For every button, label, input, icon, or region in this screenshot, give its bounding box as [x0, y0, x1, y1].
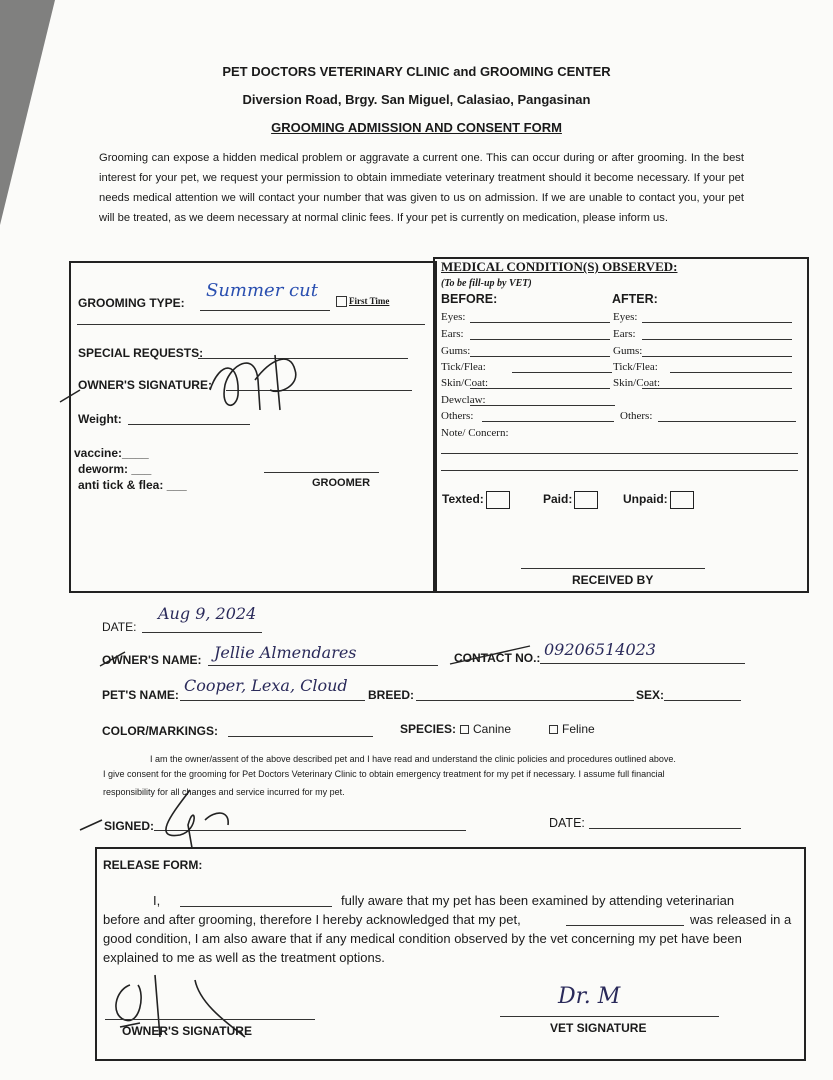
- after-row-line[interactable]: [642, 322, 792, 323]
- release-line-2b: was released in a: [690, 912, 792, 927]
- consent-date-label: DATE:: [549, 816, 585, 830]
- groomer-label: GROOMER: [312, 477, 371, 489]
- vaccine-label: vaccine:____: [74, 446, 149, 460]
- clinic-name: PET DOCTORS VETERINARY CLINIC and GROOMING CENTER: [222, 64, 611, 79]
- before-row-label: Eyes:: [441, 311, 466, 323]
- note-line-1[interactable]: [441, 453, 798, 454]
- pet-name-line[interactable]: [180, 700, 365, 701]
- feline-option[interactable]: [549, 722, 595, 736]
- breed-label: BREED:: [368, 688, 415, 702]
- before-row-line[interactable]: [470, 388, 610, 389]
- groomer-line[interactable]: [264, 472, 379, 473]
- feline-label: Feline: [562, 722, 595, 736]
- consent-line-3: responsibility for all changes and service incurred for my pet.: [103, 787, 345, 797]
- before-row-line[interactable]: [470, 339, 610, 340]
- consent-line-2: I give consent for the grooming for Pet Doctors Veterinary Clinic to obtain emergency treatment for my pet if necessary. I assume full financial: [103, 769, 665, 779]
- after-row-label: Tick/Flea:: [613, 361, 658, 373]
- after-label: AFTER:: [612, 292, 658, 306]
- before-row-label: Skin/Coat:: [441, 377, 489, 389]
- received-by-line[interactable]: [521, 568, 705, 569]
- sex-label: SEX:: [636, 688, 665, 702]
- form-title: GROOMING ADMISSION AND CONSENT FORM: [271, 120, 562, 135]
- after-row-label: Eyes:: [613, 311, 638, 323]
- intro-paragraph: Grooming can expose a hidden medical problem or aggravate a current one. This can occur during or after grooming. In the best interest for your pet, we request your permission to obtain immediate veterinary treatment should it become necessary. If your pet needs medical attention we will contact your number that was given to us on admission. If we are unable to contact you, your pet will be treated, as we deem necessary at normal clinic fees. If your pet is currently on medication, please inform us.: [99, 152, 744, 224]
- deworm-label: deworm: ___: [78, 462, 152, 476]
- species-label: SPECIES:: [400, 722, 457, 736]
- before-row-label: Gums:: [441, 345, 471, 357]
- after-row-line[interactable]: [642, 388, 792, 389]
- release-name-line[interactable]: [180, 906, 332, 907]
- owner-name-value[interactable]: Jellie Almendares: [214, 643, 357, 662]
- consent-date-line[interactable]: [589, 828, 741, 829]
- date-label: DATE:: [102, 620, 137, 634]
- after-row-label: Ears:: [613, 328, 636, 340]
- owner-name-label: OWNER'S NAME:: [102, 653, 202, 667]
- medical-box: [433, 257, 809, 593]
- pet-name-value[interactable]: Cooper, Lexa, Cloud: [184, 676, 348, 695]
- date-value[interactable]: Aug 9, 2024: [158, 604, 257, 623]
- vet-sig-line[interactable]: [500, 1016, 719, 1017]
- antitick-label: anti tick & flea: ___: [78, 478, 187, 492]
- before-row-line[interactable]: [470, 322, 610, 323]
- before-row-line[interactable]: [482, 421, 614, 422]
- owner-release-sig-line[interactable]: [105, 1019, 315, 1020]
- before-row-label: Others:: [441, 410, 474, 422]
- release-i: I,: [153, 893, 161, 908]
- feline-checkbox[interactable]: [549, 725, 558, 734]
- color-line[interactable]: [228, 736, 373, 737]
- paid-checkbox[interactable]: [574, 491, 598, 509]
- date-line[interactable]: [142, 632, 262, 633]
- medical-title: MEDICAL CONDITION(S) OBSERVED:: [441, 259, 678, 274]
- breed-line[interactable]: [416, 700, 634, 701]
- before-row-line[interactable]: [470, 356, 610, 357]
- before-row-line[interactable]: [470, 405, 615, 406]
- received-by-label: RECEIVED BY: [572, 573, 654, 587]
- after-row-label: Others:: [620, 410, 653, 422]
- before-label: BEFORE:: [441, 292, 498, 306]
- after-row-label: Skin/Coat:: [613, 377, 661, 389]
- before-row-line[interactable]: [512, 372, 612, 373]
- consent-signature-mark: [80, 780, 280, 850]
- after-row-line[interactable]: [670, 372, 792, 373]
- release-line-4: explained to me as well as the treatment options.: [103, 950, 385, 965]
- sex-line[interactable]: [664, 700, 741, 701]
- owner-signature-label: OWNER'S SIGNATURE:: [78, 378, 212, 392]
- vet-initials: Dr. M: [558, 984, 621, 1009]
- after-row-line[interactable]: [642, 356, 792, 357]
- vet-sig-label: VET SIGNATURE: [550, 1021, 647, 1035]
- weight-line[interactable]: [128, 424, 250, 425]
- release-line-3: good condition, I am also aware that if any medical condition observed by the vet concerning my pet have been: [103, 931, 742, 946]
- weight-label: Weight:: [78, 412, 122, 426]
- contact-line[interactable]: [540, 663, 745, 664]
- texted-field[interactable]: [442, 491, 510, 509]
- canine-checkbox[interactable]: [460, 725, 469, 734]
- consent-line-1: I am the owner/assent of the above described pet and I have read and understand the clinic policies and procedures outlined above.: [150, 754, 676, 764]
- grooming-type-value[interactable]: Summer cut: [206, 280, 318, 301]
- owner-release-sig-label: OWNER'S SIGNATURE: [122, 1024, 252, 1038]
- medical-subtitle: (To be fill-up by VET): [441, 278, 532, 289]
- pet-name-label: PET'S NAME:: [102, 688, 179, 702]
- canine-label: Canine: [473, 722, 512, 736]
- grooming-type-line: [200, 310, 330, 311]
- strike-marks: [100, 640, 540, 670]
- release-line-2a: before and after grooming, therefore I hereby acknowledged that my pet,: [103, 912, 521, 927]
- release-title: RELEASE FORM:: [103, 858, 203, 872]
- grooming-type-label: GROOMING TYPE:: [78, 296, 185, 310]
- special-requests-label: SPECIAL REQUESTS:: [78, 346, 204, 360]
- texted-label: Texted:: [442, 492, 484, 507]
- grooming-type-line-2: [77, 324, 425, 325]
- owner-signature-mark: [200, 340, 320, 420]
- after-row-line[interactable]: [642, 339, 792, 340]
- contact-label: CONTACT NO.:: [454, 651, 541, 665]
- unpaid-checkbox[interactable]: [670, 491, 694, 509]
- contact-value[interactable]: 09206514023: [544, 640, 656, 659]
- signed-label: SIGNED:: [104, 819, 155, 833]
- after-row-line[interactable]: [658, 421, 796, 422]
- scan-shadow: [0, 0, 60, 230]
- release-line-1: fully aware that my pet has been examined by attending veterinarian: [341, 893, 735, 908]
- first-time-label: First Time: [349, 296, 390, 306]
- unpaid-field[interactable]: [623, 491, 694, 509]
- note-label: Note/ Concern:: [441, 427, 509, 439]
- release-pet-line[interactable]: [566, 925, 684, 926]
- color-label: COLOR/MARKINGS:: [102, 724, 218, 738]
- paid-field[interactable]: [543, 491, 598, 509]
- note-line-2[interactable]: [441, 470, 798, 471]
- texted-checkbox[interactable]: [486, 491, 510, 509]
- after-row-label: Gums:: [613, 345, 643, 357]
- first-time-checkbox[interactable]: [336, 296, 347, 307]
- before-row-label: Dewclaw:: [441, 394, 486, 406]
- canine-option[interactable]: [460, 722, 511, 736]
- clinic-address: Diversion Road, Brgy. San Miguel, Calasiao, Pangasinan: [242, 92, 591, 107]
- paid-label: Paid:: [543, 492, 573, 507]
- before-row-label: Ears:: [441, 328, 464, 340]
- first-time-option[interactable]: [336, 296, 389, 307]
- before-row-label: Tick/Flea:: [441, 361, 486, 373]
- unpaid-label: Unpaid:: [623, 492, 668, 507]
